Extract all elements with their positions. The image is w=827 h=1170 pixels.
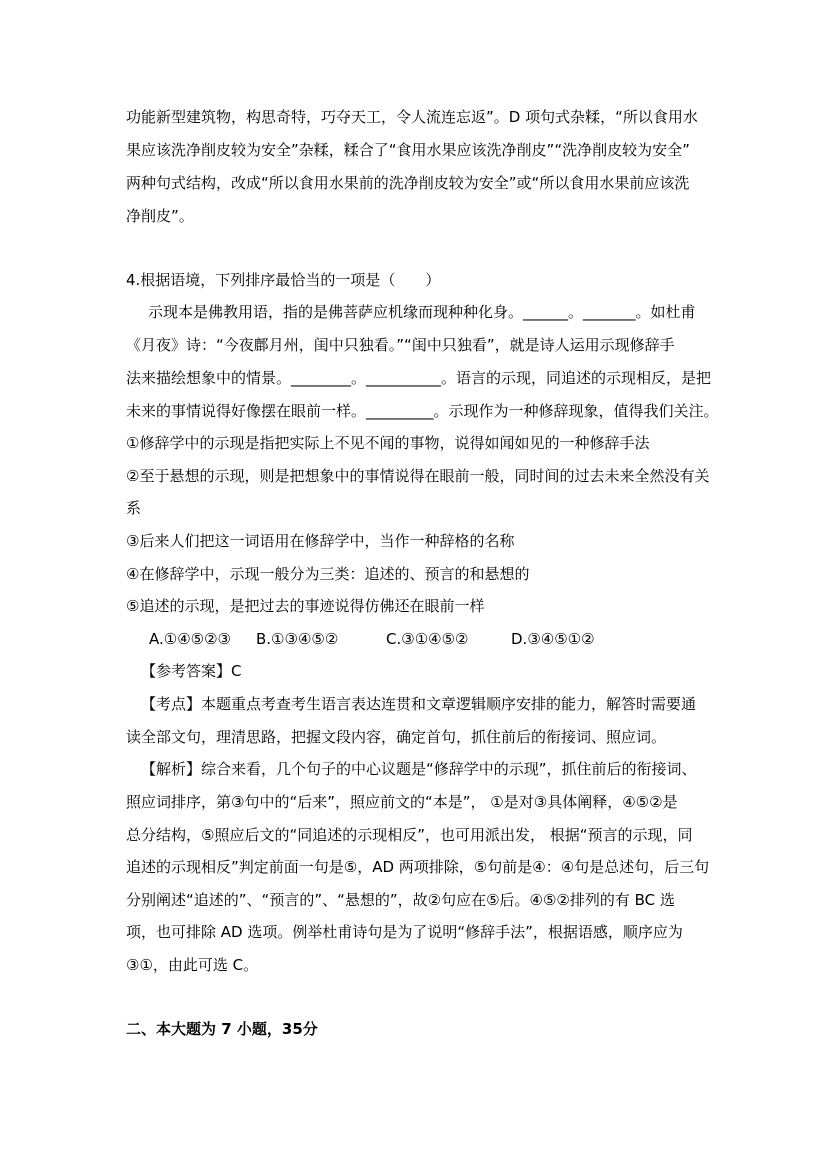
text-line: 示现本是佛教用语，指的是佛菩萨应机缘而现种种化身。______。_______。如杜甫 — [148, 303, 696, 321]
sentence-item: ①修辞学中的示现是指把实际上不见不闻的事物，说得如闻如见的一种修辞手法 — [126, 434, 650, 452]
text-line: 法来描绘想象中的情景。________。__________。语言的示现，同追述的示现相反，是把 — [126, 369, 712, 387]
option-a: A.①④⑤②③ — [149, 630, 232, 648]
text-line: ③①，由此可选 C。 — [126, 956, 259, 974]
text-line: 未来的事情说得好像摆在眼前一样。_________。示现作为一种修辞现象，值得我们关注。 — [126, 402, 719, 420]
sentence-item: 系 — [126, 499, 142, 517]
text-line: 分别阐述“追述的”、“预言的”、“悬想的”，故②句应在⑤后。④⑤②排列的有 BC 选 — [126, 891, 675, 909]
section-heading: 二、本大题为 7 小题，35分 — [126, 1020, 318, 1038]
text-line: 功能新型建筑物，构思奇特，巧夺天工，令人流连忘返”。D 项句式杂糅，“所以食用水 — [126, 108, 698, 126]
text-line: 项，也可排除 AD 选项。例举杜甫诗句是为了说明“修辞手法”，根据语感，顺序应为 — [126, 923, 683, 941]
text-line: 追述的示现相反”判定前面一句是⑤，AD 两项排除，⑤句前是④：④句是总述句，后三句 — [126, 858, 710, 876]
sentence-item: ②至于悬想的示现，则是把想象中的事情说得在眼前一般，同时间的过去未来全然没有关 — [126, 467, 710, 485]
text-line: 果应该洗净削皮较为安全”杂糅，糅合了“食用水果应该洗净削皮”“洗净削皮较为安全” — [126, 141, 690, 159]
answer-options — [149, 629, 595, 649]
option-d: D.③④⑤①② — [511, 630, 595, 648]
text-line: 照应词排序，第③句中的“后来”，照应前文的“本是”， ①是对③具体阐释，④⑤②是 — [126, 793, 678, 811]
text-line: 读全部文句，理清思路，把握文段内容，确定首句，抓住前后的衔接词、照应词。 — [126, 728, 667, 746]
text-line: 《月夜》诗：“今夜鄜月州，闺中只独看。”“闺中只独看”，就是诗人运用示现修辞手 — [126, 336, 675, 354]
option-b: B.①③④⑤② — [256, 630, 339, 648]
text-line: 总分结构，⑤照应后文的“同追述的示现相反”，也可用派出发， 根据“预言的示现，同 — [126, 826, 693, 844]
question-stem: 4.根据语境，下列排序最恰当的一项是（ ） — [126, 271, 441, 289]
sentence-item: ④在修辞学中，示现一般分为三类：追述的、预言的和悬想的 — [126, 565, 530, 583]
text-line: 净削皮”。 — [126, 207, 194, 225]
text-line: 【考点】本题重点考查考生语言表达连贯和文章逻辑顺序安排的能力，解答时需要通 — [141, 695, 697, 713]
sentence-item: ③后来人们把这一词语用在修辞学中，当作一种辞格的名称 — [126, 532, 515, 550]
option-c: C.③①④⑤② — [386, 630, 469, 648]
text-line: 两种句式结构，改成“所以食用水果前的洗净削皮较为安全”或“所以食用水果前应该洗 — [126, 174, 690, 192]
sentence-item: ⑤追述的示现，是把过去的事迹说得仿佛还在眼前一样 — [126, 597, 485, 615]
reference-answer: 【参考答案】C — [141, 662, 242, 680]
text-line: 【解析】综合来看，几个句子的中心议题是“修辞学中的示现”，抓住前后的衔接词、 — [141, 760, 697, 778]
